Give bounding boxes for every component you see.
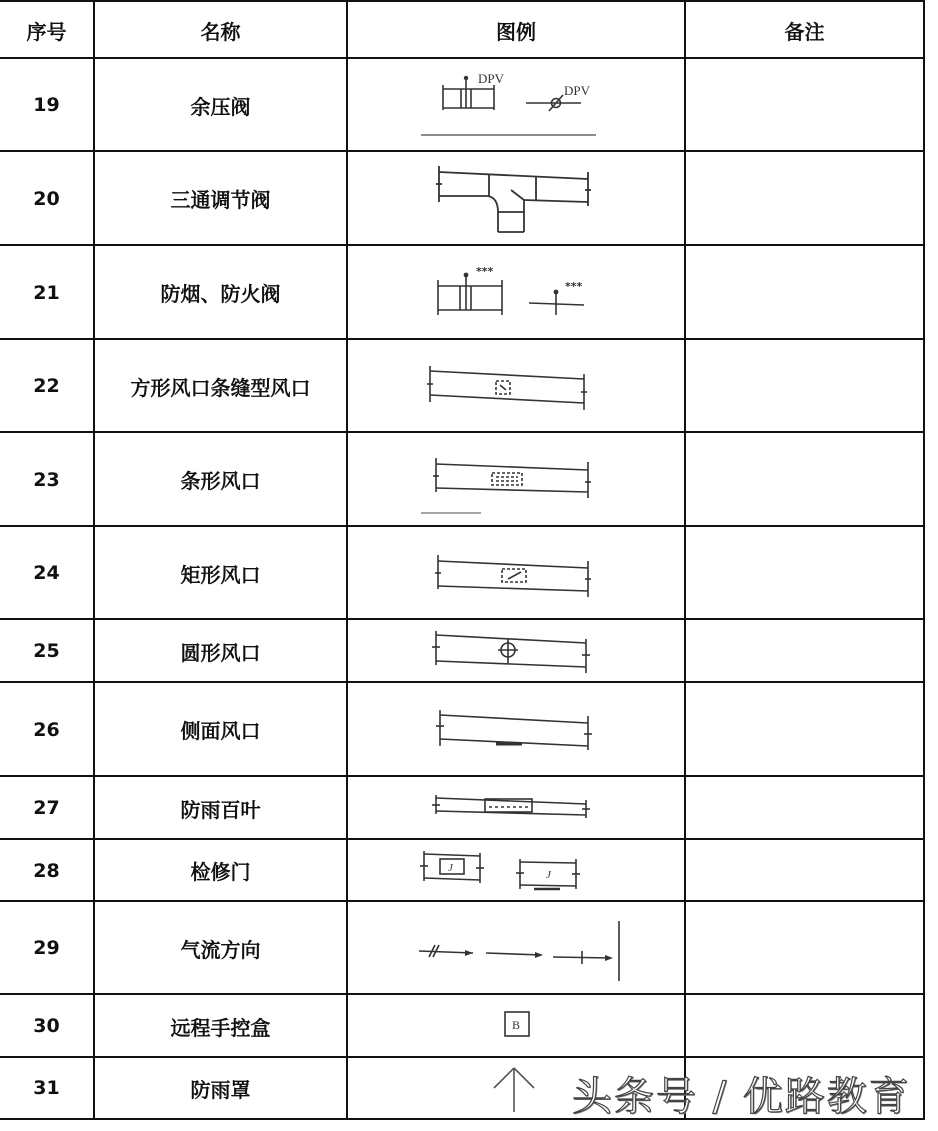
header-name: 名称 — [95, 2, 348, 58]
row-number: 31 — [0, 1058, 95, 1118]
rain-louver-icon — [416, 778, 616, 838]
row-note — [686, 246, 925, 339]
row-name: 三通调节阀 — [95, 152, 348, 245]
row-name: 防雨百叶 — [95, 777, 348, 839]
row-number: 21 — [0, 246, 95, 339]
row-note — [686, 152, 925, 245]
row-figure — [348, 527, 686, 619]
row-figure — [348, 995, 686, 1057]
row-note — [686, 902, 925, 994]
row-number: 20 — [0, 152, 95, 245]
remote-control-box-icon — [488, 996, 548, 1056]
round-diffuser-icon — [416, 621, 616, 681]
row-name: 矩形风口 — [95, 527, 348, 619]
row-name: 条形风口 — [95, 433, 348, 526]
row-figure — [348, 777, 686, 839]
airflow-direction-icon — [401, 903, 631, 993]
row-note — [686, 840, 925, 901]
table-row — [0, 150, 925, 245]
table-row — [0, 681, 925, 776]
row-note — [686, 777, 925, 839]
row-number: 25 — [0, 620, 95, 682]
table-row — [0, 244, 925, 339]
row-name: 远程手控盒 — [95, 995, 348, 1057]
row-number: 23 — [0, 433, 95, 526]
table-row — [0, 900, 925, 994]
square-slot-diffuser-icon — [416, 346, 616, 426]
row-number: 27 — [0, 777, 95, 839]
row-name: 防雨罩 — [95, 1058, 348, 1118]
row-figure — [348, 902, 686, 994]
table-row — [0, 618, 925, 682]
row-figure — [348, 840, 686, 901]
row-number: 24 — [0, 527, 95, 619]
table-row — [0, 775, 925, 839]
row-name: 圆形风口 — [95, 620, 348, 682]
svg-text:***: *** — [476, 264, 494, 278]
three-way-damper-icon — [416, 154, 616, 244]
row-figure — [348, 59, 686, 151]
row-note — [686, 995, 925, 1057]
svg-text:***: *** — [565, 279, 583, 293]
table-row — [0, 431, 925, 526]
row-note — [686, 433, 925, 526]
row-name: 检修门 — [95, 840, 348, 901]
header-figure: 图例 — [348, 2, 686, 58]
access-door-icon — [406, 841, 626, 901]
linear-diffuser-icon — [416, 440, 616, 520]
row-figure — [348, 620, 686, 682]
svg-text:DPV: DPV — [478, 71, 505, 86]
row-note — [686, 340, 925, 432]
row-figure — [348, 340, 686, 432]
table-row — [0, 338, 925, 432]
side-grille-icon — [416, 690, 616, 770]
row-note — [686, 683, 925, 776]
watermark-text: 头条号 / 优路教育 — [572, 1074, 911, 1120]
svg-text:J: J — [546, 868, 551, 881]
table-row — [0, 993, 925, 1057]
row-name: 防烟、防火阀 — [95, 246, 348, 339]
pressure-relief-valve-icon — [416, 65, 616, 145]
row-number: 28 — [0, 840, 95, 901]
svg-text:DPV: DPV — [564, 83, 591, 98]
row-note — [686, 59, 925, 151]
row-name: 方形风口条缝型风口 — [95, 340, 348, 432]
row-figure — [348, 246, 686, 339]
row-figure — [348, 683, 686, 776]
row-note — [686, 620, 925, 682]
row-number: 29 — [0, 902, 95, 994]
row-name: 余压阀 — [95, 59, 348, 151]
table-row — [0, 525, 925, 619]
row-number: 22 — [0, 340, 95, 432]
rain-cap-icon — [486, 1058, 546, 1118]
row-figure — [348, 152, 686, 245]
table-row — [0, 57, 925, 151]
row-number: 30 — [0, 995, 95, 1057]
row-name: 侧面风口 — [95, 683, 348, 776]
svg-text:J: J — [448, 861, 453, 874]
table-header-row — [0, 0, 925, 58]
row-number: 19 — [0, 59, 95, 151]
smoke-fire-damper-icon — [416, 253, 616, 333]
row-number: 26 — [0, 683, 95, 776]
table-row — [0, 838, 925, 901]
row-figure — [348, 433, 686, 526]
row-name: 气流方向 — [95, 902, 348, 994]
row-note — [686, 527, 925, 619]
rectangular-diffuser-icon — [416, 533, 616, 613]
header-note: 备注 — [686, 2, 925, 58]
header-no: 序号 — [0, 2, 95, 58]
svg-text:B: B — [512, 1018, 521, 1032]
